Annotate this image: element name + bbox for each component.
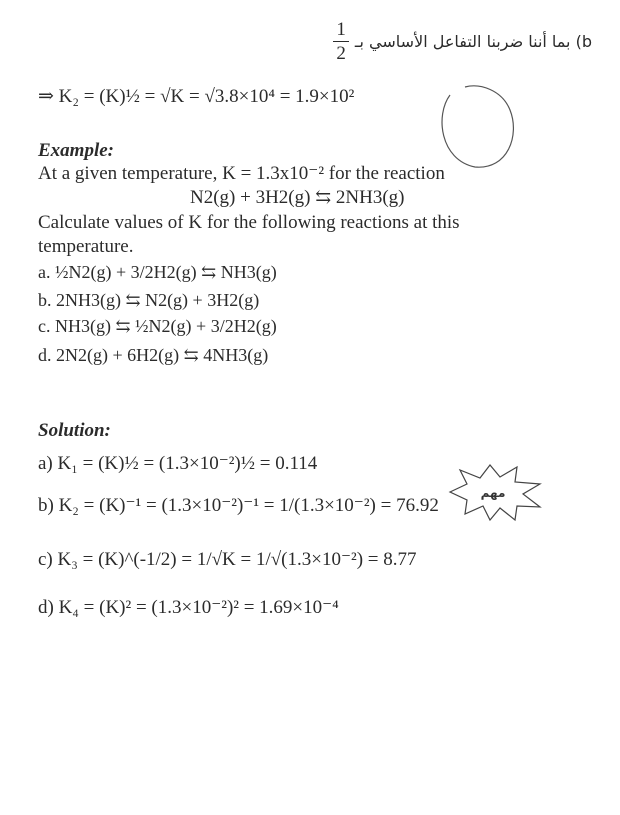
example-item-a: a. ½N2(g) + 3/2H2(g) ⇆ NH3(g) <box>38 262 277 282</box>
k2-derivation <box>38 85 354 108</box>
implies-arrow: ⇒ <box>38 86 54 107</box>
header-arabic-text: b) بما أننا ضربنا التفاعل الأساسي بـ <box>354 32 592 51</box>
hand-drawn-circle <box>430 75 520 175</box>
solution-b: b) K₂ = (K)⁻¹ = (1.3×10⁻²)⁻¹ = 1/(1.3×10⁻²) = 76.92 <box>38 495 439 516</box>
important-star-stamp <box>445 462 545 522</box>
example-item-d: d. 2N2(g) + 6H2(g) ⇆ 4NH3(g) <box>38 345 269 365</box>
solution-heading: Solution: <box>38 420 111 441</box>
header-frac-num: 1 <box>333 20 349 42</box>
solution-a: a) K₁ = (K)½ = (1.3×10⁻²)½ = 0.114 <box>38 453 318 474</box>
example-line3: temperature. <box>38 236 134 257</box>
example-line2: Calculate values of K for the following reactions at this <box>38 212 460 233</box>
example-heading: Example: <box>38 140 114 161</box>
solution-c: c) K₃ = (K)^(-1/2) = 1/√K = 1/√(1.3×10⁻²) = 8.77 <box>38 549 417 570</box>
header-line <box>333 20 592 63</box>
example-item-b: b. 2NH3(g) ⇆ N2(g) + 3H2(g) <box>38 290 260 310</box>
k2-expression: K₂ = (K)½ = √K = √3.8×10⁴ = 1.9×10² <box>58 86 355 107</box>
example-line1: At a given temperature, K = 1.3x10⁻² for the reaction <box>38 163 445 184</box>
header-frac-den: 2 <box>336 43 346 64</box>
example-reaction: N2(g) + 3H2(g) ⇆ 2NH3(g) <box>190 187 405 208</box>
solution-d: d) K₄ = (K)² = (1.3×10⁻²)² = 1.69×10⁻⁴ <box>38 597 339 618</box>
header-fraction <box>333 20 349 63</box>
example-item-c: c. NH3(g) ⇆ ½N2(g) + 3/2H2(g) <box>38 316 277 336</box>
stamp-label: مهم <box>480 486 506 500</box>
